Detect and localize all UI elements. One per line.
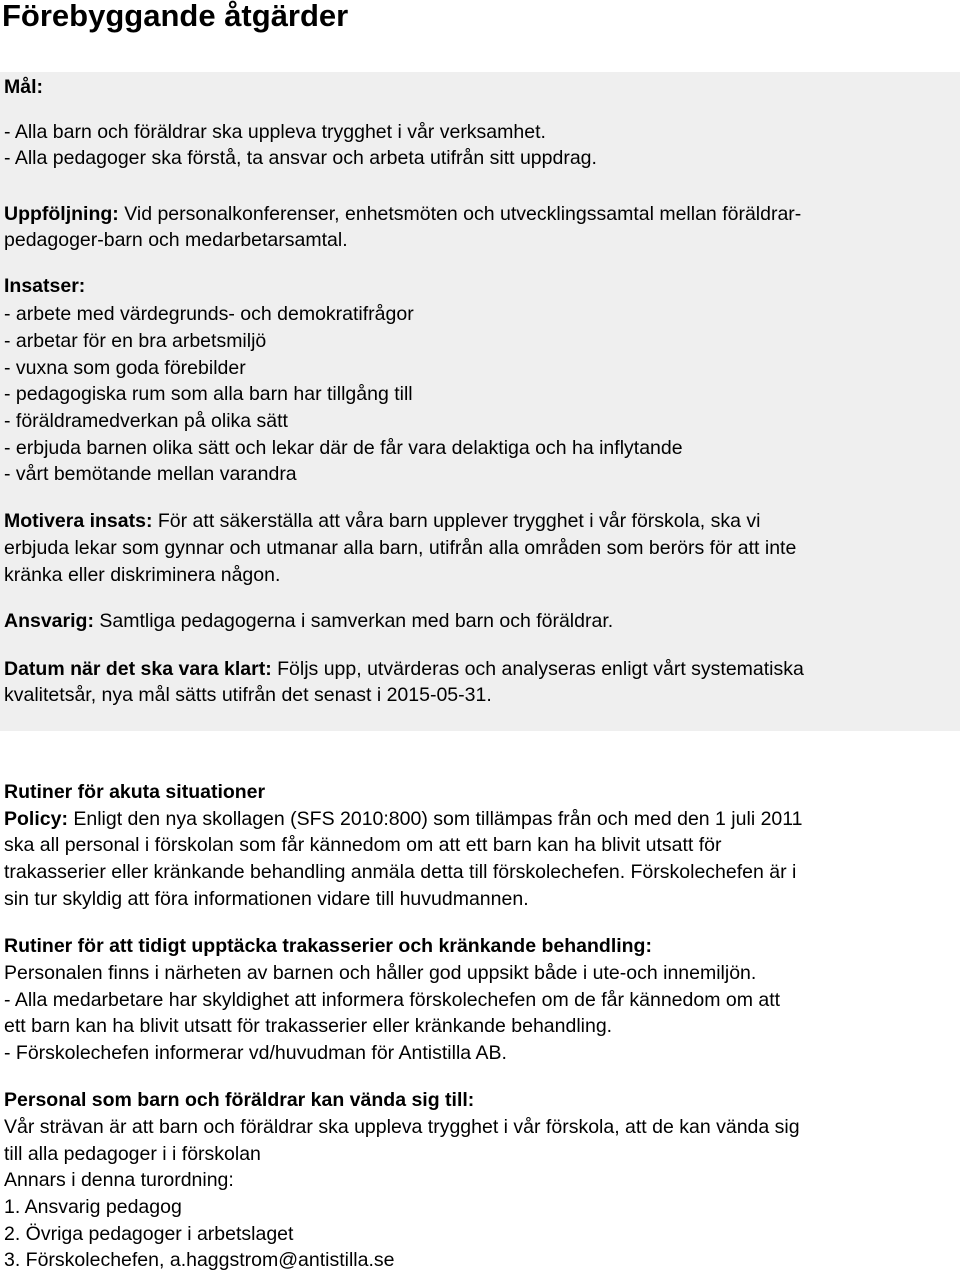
insatser-item: - vårt bemötande mellan varandra <box>4 463 297 485</box>
page-title: Förebyggande åtgärder <box>2 0 349 33</box>
insatser-item: - pedagogiska rum som alla barn har tillgång till <box>4 383 413 405</box>
mal-item: - Alla barn och föräldrar ska uppleva trygghet i vår verksamhet. <box>4 121 546 143</box>
rutiner-tidigt-line: - Alla medarbetare har skyldighet att informera förskolechefen om de får kännedom om att <box>4 989 781 1011</box>
policy-line <box>4 806 803 832</box>
datum-text: Följs upp, utvärderas och analyseras enligt vårt systematiska <box>271 658 804 680</box>
vanda-sig-line: Annars i denna turordning: <box>4 1169 234 1191</box>
uppfoljning-label: Uppföljning: <box>4 203 119 225</box>
ansvarig-label: Ansvarig: <box>4 610 94 632</box>
rutiner-tidigt-line: Personalen finns i närheten av barnen och håller god uppsikt både i ute-och innemiljön. <box>4 962 757 984</box>
policy-text-cont: trakasserier eller kränkande behandling anmäla detta till förskolechefen. Förskolechefen är i <box>4 861 797 883</box>
mal-label: Mål: <box>4 76 43 98</box>
rutiner-tidigt-line: - Förskolechefen informerar vd/huvudman för Antistilla AB. <box>4 1042 507 1064</box>
insatser-item: - erbjuda barnen olika sätt och lekar där de får vara delaktiga och ha inflytande <box>4 437 683 459</box>
policy-text-cont: ska all personal i förskolan som får kännedom om att ett barn kan ha blivit utsatt för <box>4 834 722 856</box>
forskolechef-label: 3. Förskolechefen, <box>4 1249 170 1271</box>
motivera-text: För att säkerställa att våra barn upplever trygghet i vår förskola, ska vi <box>152 510 761 532</box>
rutiner-akuta-heading: Rutiner för akuta situationer <box>4 781 266 803</box>
datum-text-cont: kvalitetsår, nya mål sätts utifrån det senast i 2015-05-31. <box>4 684 492 706</box>
rutiner-tidigt-line: ett barn kan ha blivit utsatt för trakasserier eller kränkande behandling. <box>4 1015 613 1037</box>
vanda-sig-line <box>4 1247 395 1273</box>
datum-label: Datum när det ska vara klart: <box>4 658 272 680</box>
uppfoljning-text-cont: pedagoger-barn och medarbetarsamtal. <box>4 229 348 251</box>
vanda-sig-line: Vår strävan är att barn och föräldrar ska uppleva trygghet i vår förskola, att de kan vända sig <box>4 1116 800 1138</box>
email-link[interactable]: a.haggstrom@antistilla.se <box>169 1249 395 1271</box>
datum-line <box>4 656 804 682</box>
insatser-label: Insatser: <box>4 275 86 297</box>
insatser-item: - föräldramedverkan på olika sätt <box>4 410 288 432</box>
ansvarig-line <box>4 608 613 634</box>
policy-text-cont: sin tur skyldig att föra informationen vidare till huvudmannen. <box>4 888 529 910</box>
insatser-item: - vuxna som goda förebilder <box>4 357 246 379</box>
motivera-label: Motivera insats: <box>4 510 153 532</box>
mal-item: - Alla pedagoger ska förstå, ta ansvar och arbeta utifrån sitt uppdrag. <box>4 147 597 169</box>
rutiner-tidigt-heading: Rutiner för att tidigt upptäcka trakasserier och kränkande behandling: <box>4 935 652 957</box>
uppfoljning-text: Vid personalkonferenser, enhetsmöten och utvecklingssamtal mellan föräldrar- <box>118 203 802 225</box>
motivera-text-cont: erbjuda lekar som gynnar och utmanar alla barn, utifrån alla områden som berörs för att inte <box>4 537 797 559</box>
ansvarig-text: Samtliga pedagogerna i samverkan med barn och föräldrar. <box>93 610 614 632</box>
policy-label: Policy: <box>4 808 68 830</box>
vanda-sig-line: 2. Övriga pedagoger i arbetslaget <box>4 1223 294 1245</box>
vanda-sig-heading: Personal som barn och föräldrar kan vända sig till: <box>4 1089 475 1111</box>
insatser-item: - arbete med värdegrunds- och demokratifrågor <box>4 303 414 325</box>
vanda-sig-line: 1. Ansvarig pedagog <box>4 1196 182 1218</box>
vanda-sig-line: till alla pedagoger i i förskolan <box>4 1143 261 1165</box>
insatser-item: - arbetar för en bra arbetsmiljö <box>4 330 267 352</box>
motivera-line <box>4 508 760 534</box>
policy-text: Enligt den nya skollagen (SFS 2010:800) som tillämpas från och med den 1 juli 2011 <box>67 808 803 830</box>
motivera-text-cont: kränka eller diskriminera någon. <box>4 564 281 586</box>
uppfoljning-line <box>4 201 801 227</box>
